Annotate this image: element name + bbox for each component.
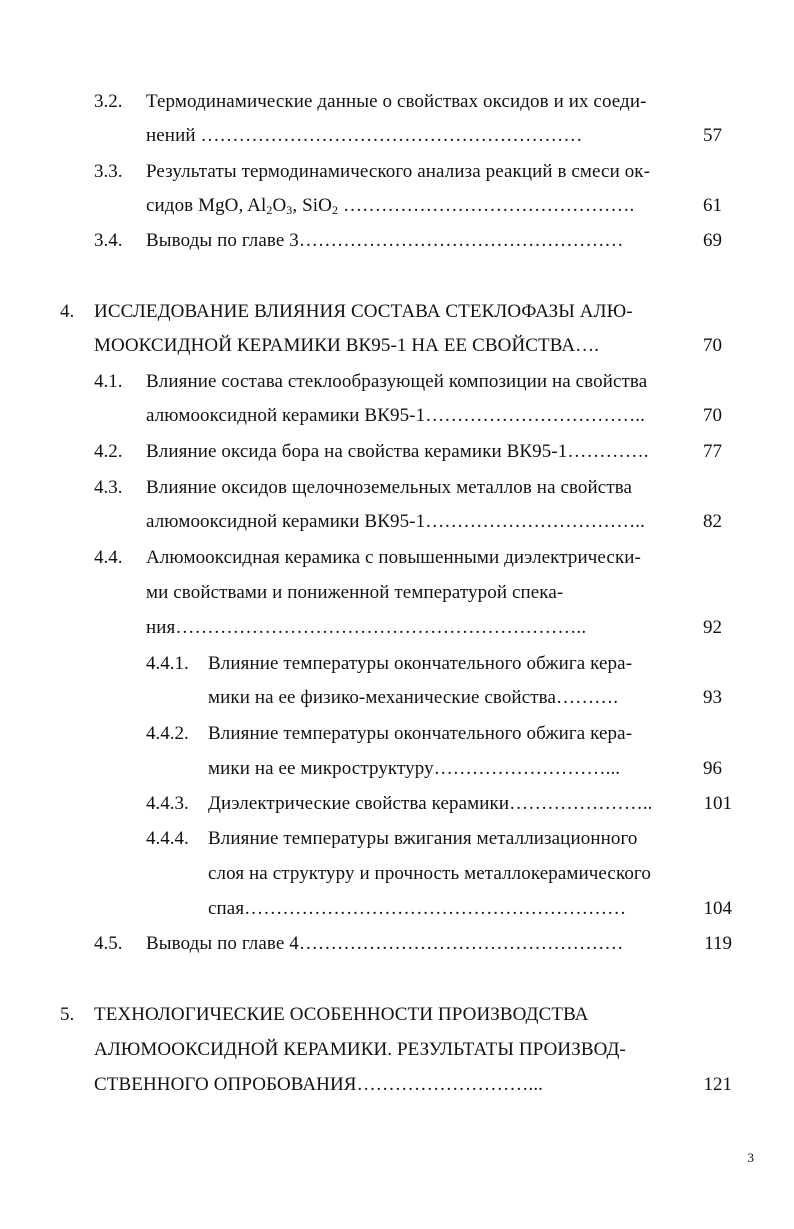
toc-entry-title-continued: слоя на структуру и прочность металлокерамического [208,863,651,884]
toc-entry-number: 4.4.2. [146,723,189,744]
toc-entry-title: Результаты термодинамического анализа реакций в смеси ок- [146,161,651,182]
toc-entry-title-continued: мики на ее физико-механические свойства………. [208,687,619,708]
toc-entry-number: 4.4.1. [146,653,189,674]
toc-entry-number: 4.1. [94,371,123,392]
toc-entry-page: 77 [703,441,722,462]
toc-entry-title: Диэлектрические свойства керамики………………….. [208,793,653,814]
page-number: 3 [747,1150,754,1165]
toc-entry-title: Выводы по главе 4…………………………………………… [146,933,624,954]
toc-entry-title-continued: нений …………………………………………………… [146,125,583,146]
toc-chapter-number: 5. [60,1004,75,1025]
toc-entry-number: 4.5. [94,933,123,954]
toc-chapter-page: 121 [703,1074,732,1095]
toc-entry-title-continued: алюмооксидной керамики ВК95-1…………………………….. [146,405,645,426]
toc-entry-title: Влияние температуры вжигания металлизационного [208,828,638,849]
toc-entry-page: 101 [703,793,732,814]
toc-entry-page: 70 [703,405,722,426]
toc-entry-page: 69 [703,230,722,251]
toc-chapter-title-continued: МООКСИДНОЙ КЕРАМИКИ ВК95-1 НА ЕЕ СВОЙСТВА…. [94,335,600,356]
toc-entry-page: 93 [703,687,722,708]
toc-entry-title-continued: ми свойствами и пониженной температурой спека- [146,582,564,603]
toc-entry-title: Алюмооксидная керамика с повышенными диэлектрически- [146,547,641,568]
toc-entry-number: 4.4.3. [146,793,189,814]
toc-entry-page: 82 [703,511,722,532]
toc-chapter-title-continued: АЛЮМООКСИДНОЙ КЕРАМИКИ. РЕЗУЛЬТАТЫ ПРОИЗВОД- [94,1039,626,1060]
toc-chapter-title-continued: СТВЕННОГО ОПРОБОВАНИЯ………………………... [94,1074,544,1095]
toc-entry-title-continued: ния……………………………………………………….. [146,617,587,638]
toc-entry-title: Термодинамические данные о свойствах оксидов и их соеди- [146,91,647,112]
toc-entry-page: 104 [703,898,732,919]
toc-entry-page: 61 [703,195,722,216]
toc-entry-page: 96 [703,758,722,779]
toc-entry-number: 3.4. [94,230,123,251]
toc-entry-number: 3.2. [94,91,123,112]
toc-entry-title-continued: спая…………………………………………………… [208,898,627,919]
toc-entry-page: 57 [703,125,722,146]
toc-entry-title: Влияние температуры окончательного обжига кера- [208,653,633,674]
toc-entry-page: 119 [704,933,732,954]
toc-entry-title: Влияние состава стеклообразующей композиции на свойства [146,371,648,392]
toc-entry-number: 3.3. [94,161,123,182]
toc-chapter-page: 70 [703,335,722,356]
toc-entry-page: 92 [703,617,722,638]
toc-chapter-number: 4. [60,301,75,322]
toc-entry-title: Влияние оксида бора на свойства керамики ВК95-1…………. [146,441,649,462]
toc-entry-number: 4.3. [94,477,123,498]
toc-entry-title: Влияние температуры окончательного обжига кера- [208,723,633,744]
toc-entry-number: 4.4. [94,547,123,568]
toc-entry-number: 4.2. [94,441,123,462]
toc-chapter-title: ТЕХНОЛОГИЧЕСКИЕ ОСОБЕННОСТИ ПРОИЗВОДСТВА [94,1004,589,1025]
toc-chapter-title: ИССЛЕДОВАНИЕ ВЛИЯНИЯ СОСТАВА СТЕКЛОФАЗЫ АЛЮ- [94,301,633,322]
toc-entry-title-continued: мики на ее микроструктуру………………………... [208,758,621,779]
toc-entry-title: Выводы по главе 3…………………………………………… [146,230,624,251]
toc-entry-title: Влияние оксидов щелочноземельных металлов на свойства [146,477,633,498]
toc-entry-title-continued: алюмооксидной керамики ВК95-1…………………………….. [146,511,645,532]
toc-entry-title-continued: сидов MgO, $Al_2O_3$, SiO$_2$ ………………………………………. [146,195,635,217]
toc-entry-number: 4.4.4. [146,828,189,849]
